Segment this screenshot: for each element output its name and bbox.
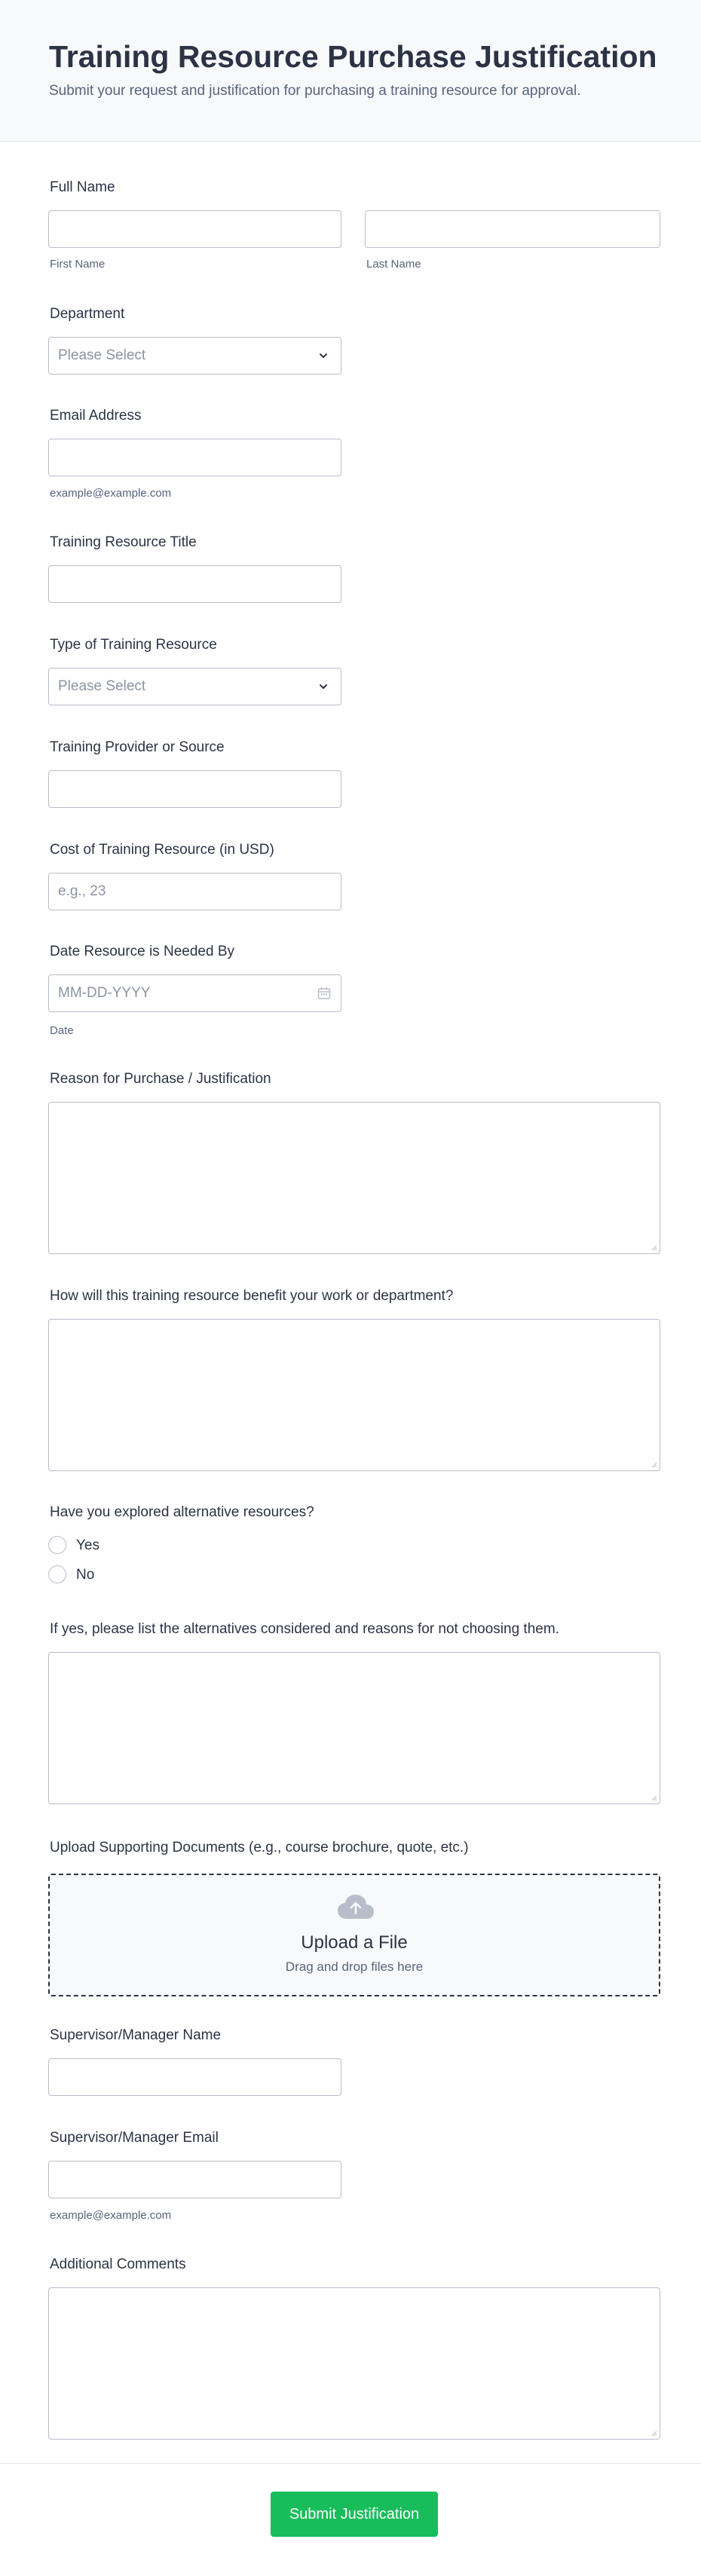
date-sublabel: Date	[50, 1024, 74, 1037]
resource-title-label: Training Resource Title	[50, 534, 197, 550]
supervisor-email-sublabel: example@example.com	[50, 2209, 172, 2222]
resource-title-input[interactable]	[48, 565, 341, 603]
resize-grip-icon[interactable]	[650, 1244, 657, 1251]
provider-input[interactable]	[48, 770, 341, 808]
full-name-label: Full Name	[50, 179, 115, 195]
upload-label: Upload Supporting Documents (e.g., course brochure, quote, etc.)	[50, 1840, 469, 1856]
upload-title: Upload a File	[301, 1932, 408, 1953]
reason-label: Reason for Purchase / Justification	[50, 1071, 271, 1087]
last-name-input[interactable]	[365, 210, 660, 248]
resize-grip-icon[interactable]	[650, 2429, 657, 2437]
reason-textarea[interactable]	[48, 1102, 660, 1254]
resource-type-label: Type of Training Resource	[50, 637, 217, 653]
resize-grip-icon[interactable]	[650, 1794, 657, 1801]
cost-placeholder: e.g., 23	[58, 883, 106, 899]
cloud-upload-icon	[336, 1893, 375, 1920]
page-subtitle: Submit your request and justification for purchasing a training resource for approval.	[49, 83, 581, 99]
benefit-label: How will this training resource benefit your work or department?	[50, 1288, 454, 1304]
upload-hint: Drag and drop files here	[285, 1960, 424, 1974]
department-label: Department	[50, 306, 125, 322]
chevron-down-icon	[317, 349, 330, 363]
radio-button[interactable]	[48, 1536, 66, 1554]
alternatives-label: Have you explored alternative resources?	[50, 1504, 314, 1520]
date-needed-label: Date Resource is Needed By	[50, 944, 235, 959]
calendar-icon[interactable]	[317, 986, 332, 1001]
supervisor-email-label: Supervisor/Manager Email	[50, 2130, 219, 2146]
resource-type-select[interactable]	[48, 668, 341, 705]
cost-label: Cost of Training Resource (in USD)	[50, 842, 274, 858]
radio-button[interactable]	[48, 1565, 66, 1583]
cost-input[interactable]	[48, 873, 341, 910]
file-upload-dropzone[interactable]	[48, 1874, 660, 1996]
radio-label-yes: Yes	[76, 1537, 99, 1553]
comments-textarea[interactable]	[48, 2287, 660, 2440]
email-label: Email Address	[50, 408, 142, 424]
first-name-input[interactable]	[48, 210, 341, 248]
date-needed-input[interactable]	[48, 974, 341, 1012]
provider-label: Training Provider or Source	[50, 739, 225, 755]
chevron-down-icon	[317, 680, 330, 693]
email-input[interactable]	[48, 439, 341, 476]
first-name-sublabel: First Name	[50, 258, 106, 271]
supervisor-name-label: Supervisor/Manager Name	[50, 2027, 222, 2043]
department-placeholder: Please Select	[58, 347, 146, 363]
alternatives-list-textarea[interactable]	[48, 1652, 660, 1804]
radio-label-no: No	[76, 1567, 95, 1583]
supervisor-name-input[interactable]	[48, 2058, 341, 2096]
supervisor-email-input[interactable]	[48, 2161, 341, 2198]
department-select[interactable]	[48, 337, 341, 375]
alternatives-list-label: If yes, please list the alternatives considered and reasons for not choosing them.	[50, 1621, 559, 1637]
footer-divider	[0, 2463, 701, 2464]
comments-label: Additional Comments	[50, 2256, 186, 2272]
resource-type-placeholder: Please Select	[58, 678, 146, 694]
date-placeholder: MM-DD-YYYY	[58, 985, 151, 1001]
last-name-sublabel: Last Name	[366, 258, 421, 271]
page-title: Training Resource Purchase Justification	[49, 39, 657, 74]
form-header	[0, 0, 701, 142]
resize-grip-icon[interactable]	[650, 1461, 657, 1468]
submit-button[interactable]: Submit Justification	[271, 2492, 438, 2537]
benefit-textarea[interactable]	[48, 1319, 660, 1471]
email-sublabel: example@example.com	[50, 487, 172, 500]
